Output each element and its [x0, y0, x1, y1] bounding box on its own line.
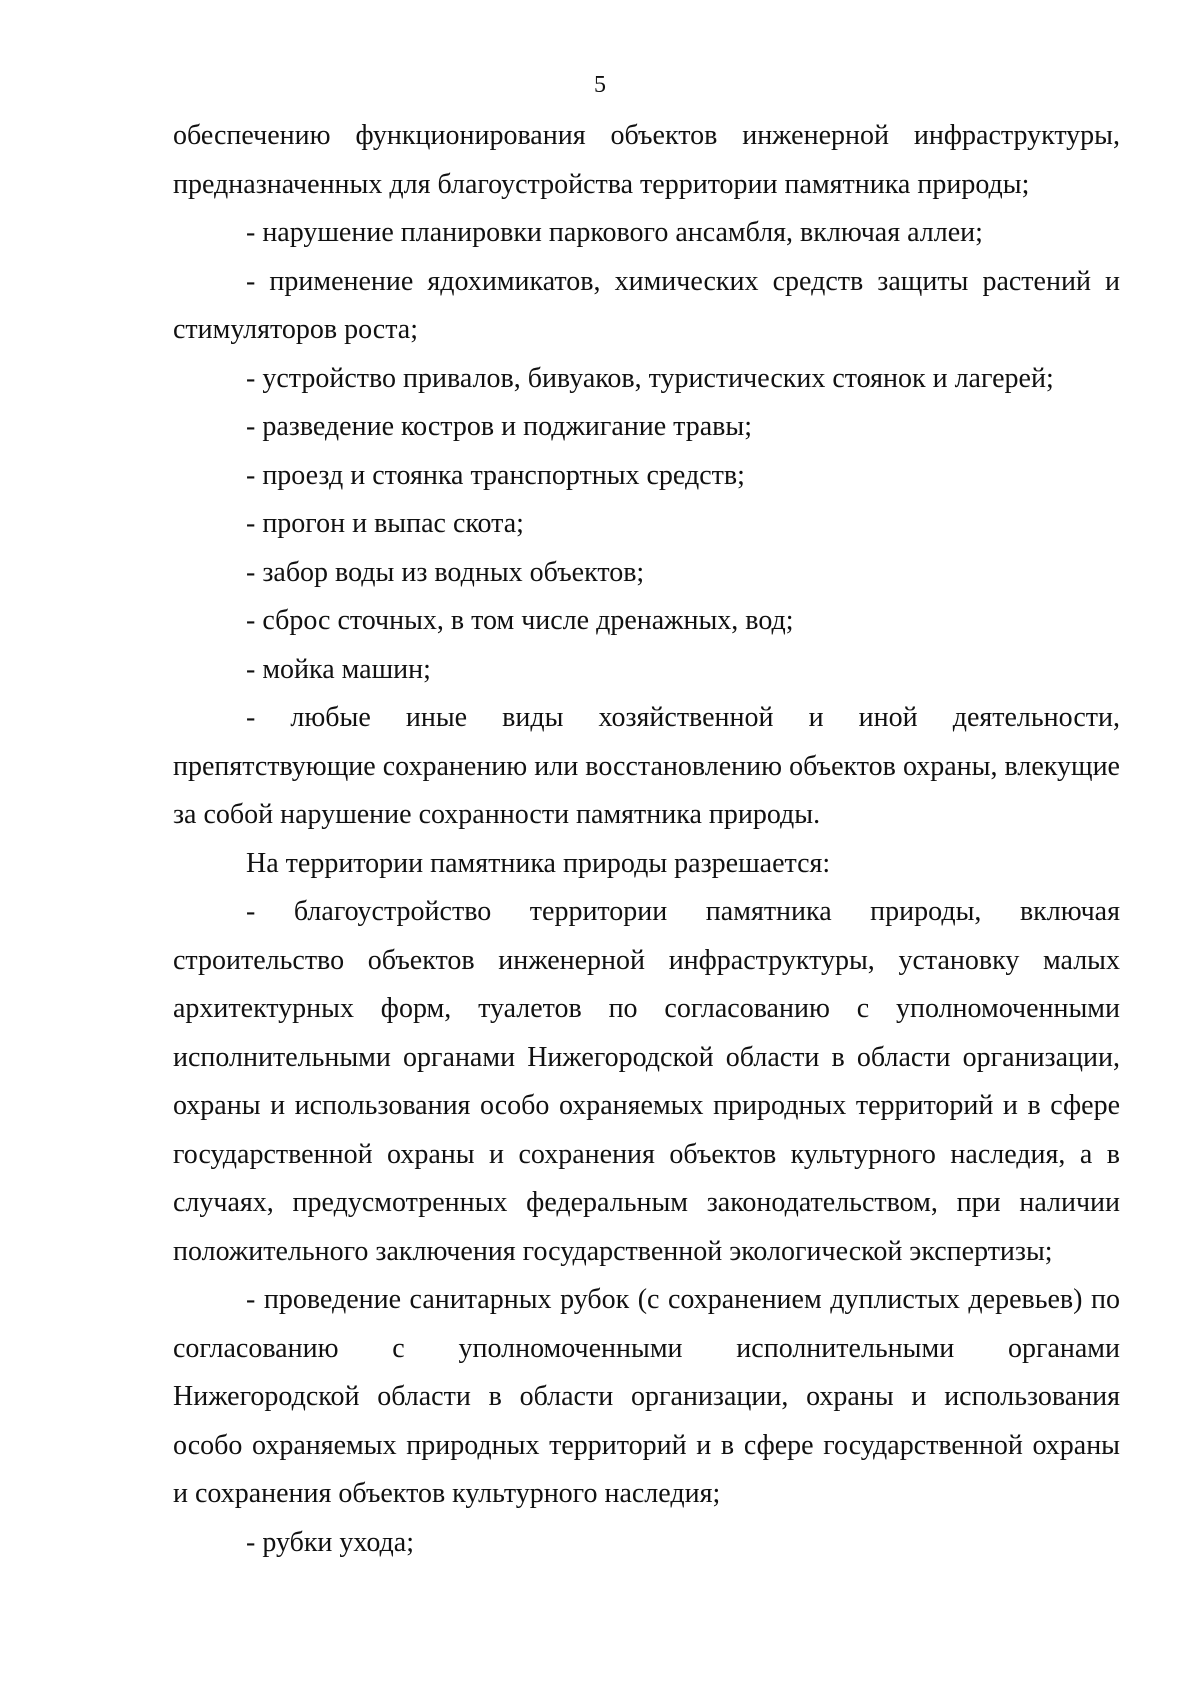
document-body — [173, 112, 1120, 1567]
prohibited-item: - прогон и выпас скота; — [246, 508, 524, 539]
paragraph-continuation: обеспечению функционирования объектов инженерной инфраструктуры, предназначенных для благоустройства территории памятника природы; — [173, 120, 1120, 200]
prohibited-item: - сброс сточных, в том числе дренажных, вод; — [246, 605, 794, 636]
permitted-heading: На территории памятника природы разрешается: — [246, 847, 831, 879]
prohibited-item: - разведение костров и поджигание травы; — [246, 411, 752, 442]
prohibited-item: - применение ядохимикатов, химических средств защиты растений и стимуляторов роста; — [173, 265, 1120, 345]
permitted-item: - рубки ухода; — [246, 1526, 414, 1558]
permitted-item: - проведение санитарных рубок (с сохранением дуплистых деревьев) по согласованию с уполномоченными исполнительными органами Нижегородской области в области организации, охраны и использования особо охраняемых природных территорий и в сфере государственной охраны и сохранения объектов культурного наследия; — [173, 1284, 1120, 1509]
prohibited-item: - устройство привалов, бивуаков, туристических стоянок и лагерей; — [246, 362, 1054, 394]
prohibited-item: - мойка машин; — [246, 653, 431, 685]
page-number: 5 — [594, 72, 606, 98]
prohibited-item: - любые иные виды хозяйственной и иной деятельности, препятствующие сохранению или восстановлению объектов охраны, влекущие за собой нарушение сохранности памятника природы. — [173, 702, 1120, 830]
prohibited-item: - нарушение планировки паркового ансамбля, включая аллеи; — [246, 217, 983, 248]
prohibited-item: - проезд и стоянка транспортных средств; — [246, 459, 745, 491]
permitted-item: - благоустройство территории памятника природы, включая строительство объектов инженерной инфраструктуры, установку малых архитектурных форм, туалетов по согласованию с уполномоченными исполнительными органами Нижегородской области в области организации, охраны и использования особо охраняемых природных территорий и в сфере государственной охраны и сохранения объектов культурного наследия, а в случаях, предусмотренных федеральным законодательством, при наличии положительного заключения государственной экологической экспертизы; — [173, 896, 1120, 1267]
prohibited-item: - забор воды из водных объектов; — [246, 556, 645, 588]
